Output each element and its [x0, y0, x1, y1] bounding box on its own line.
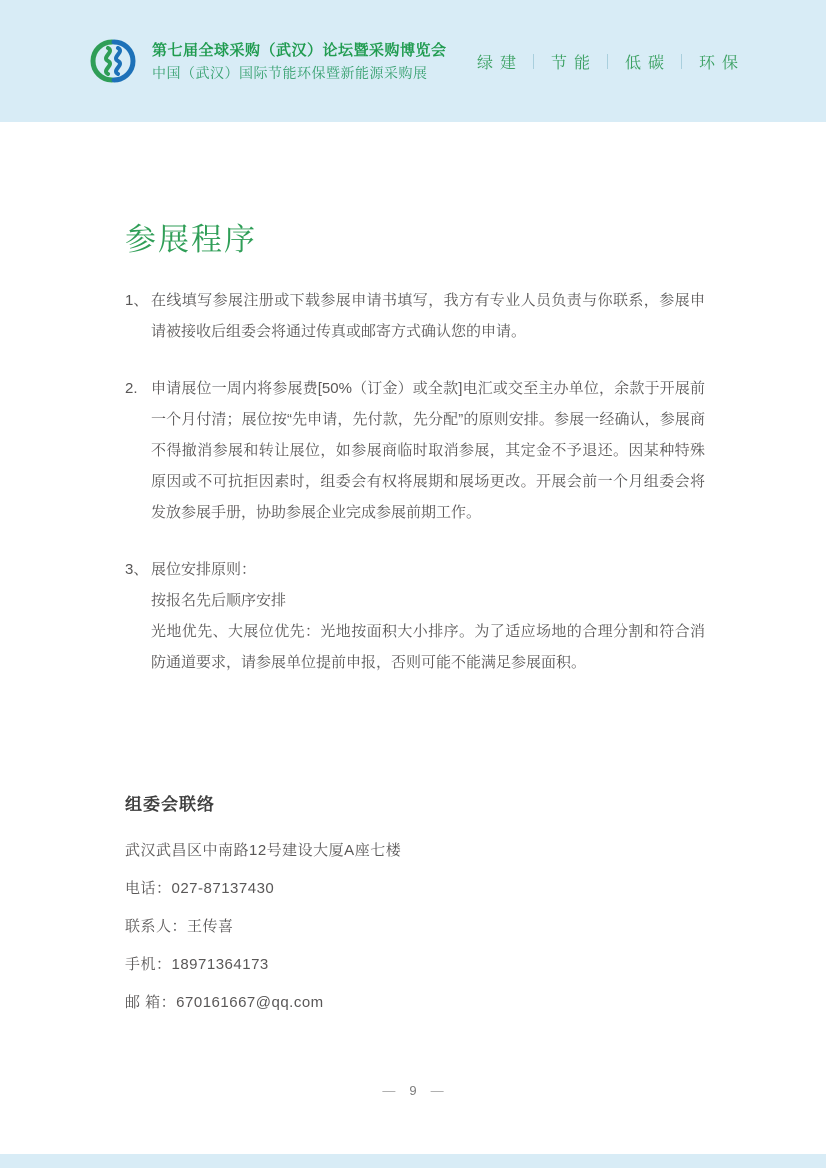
contact-phone: 电话：027-87137430	[125, 880, 275, 897]
page-number	[0, 1083, 826, 1098]
page-number-dash: —	[382, 1083, 396, 1098]
page-header	[0, 0, 826, 122]
tag-energy-saving: 节能	[550, 54, 597, 72]
item-heading: 展位安排原则：	[151, 561, 257, 578]
item-number: 1、	[125, 292, 149, 309]
item-text	[151, 554, 705, 678]
tag-separator	[607, 54, 608, 69]
contact-email: 邮 箱：670161667@qq.com	[125, 994, 324, 1011]
sub-line: 光地优先、大展位优先：光地按面积大小排序。为了适应场地的合理分割和符合消防通道要求，请参展单位提前申报，否则可能不能满足参展面积。	[151, 623, 705, 671]
footer-band	[0, 1154, 826, 1168]
brand-text	[152, 39, 447, 83]
item-sub-lines	[151, 592, 705, 671]
tag-environmental: 环保	[698, 54, 745, 72]
expo-logo-icon	[86, 36, 140, 86]
contact-section	[125, 790, 705, 1011]
procedure-item-3	[125, 554, 705, 678]
item-text: 在线填写参展注册或下载参展申请书填写，我方有专业人员负责与你联系，参展申请被接收后组委会将通过传真或邮寄方式确认您的申请。	[151, 292, 705, 340]
contact-address: 武汉武昌区中南路12号建设大厦A座七楼	[125, 842, 402, 859]
tag-low-carbon: 低碳	[624, 54, 671, 72]
procedure-item-2	[125, 373, 705, 528]
brand-title: 第七届全球采购（武汉）论坛暨采购博览会	[152, 42, 447, 59]
item-number: 2.	[125, 380, 138, 397]
tag-green-building: 绿建	[476, 54, 523, 72]
procedure-item-1	[125, 285, 705, 347]
brand-subtitle: 中国（武汉）国际节能环保暨新能源采购展	[152, 65, 428, 81]
sub-line: 按报名先后顺序安排	[151, 592, 287, 609]
main-content	[0, 122, 826, 1033]
item-text: 申请展位一周内将参展费[50%（订金）或全款]电汇或交至主办单位，余款于开展前一个月付清；展位按“先申请，先付款，先分配”的原则安排。参展一经确认，参展商不得撤消参展和转让展位，如参展商临时取消参展，其定金不予退还。因某种特殊原因或不可抗拒因素时，组委会有权将展期和展场更改。开展会前一个月组委会将发放参展手册，协助参展企业完成参展前期工作。	[151, 380, 705, 521]
contact-person: 联系人：王传喜	[125, 918, 234, 935]
page-number-dash: —	[430, 1083, 444, 1098]
tag-separator	[681, 54, 682, 69]
page-number-value: 9	[409, 1083, 417, 1098]
brand	[86, 36, 447, 86]
contact-heading: 组委会联络	[125, 795, 215, 814]
page-title: 参展程序	[125, 222, 257, 257]
procedure-list	[125, 285, 705, 678]
tag-separator	[533, 54, 534, 69]
item-number: 3、	[125, 561, 149, 578]
contact-mobile: 手机：18971364173	[125, 956, 269, 973]
header-tags	[476, 50, 745, 73]
